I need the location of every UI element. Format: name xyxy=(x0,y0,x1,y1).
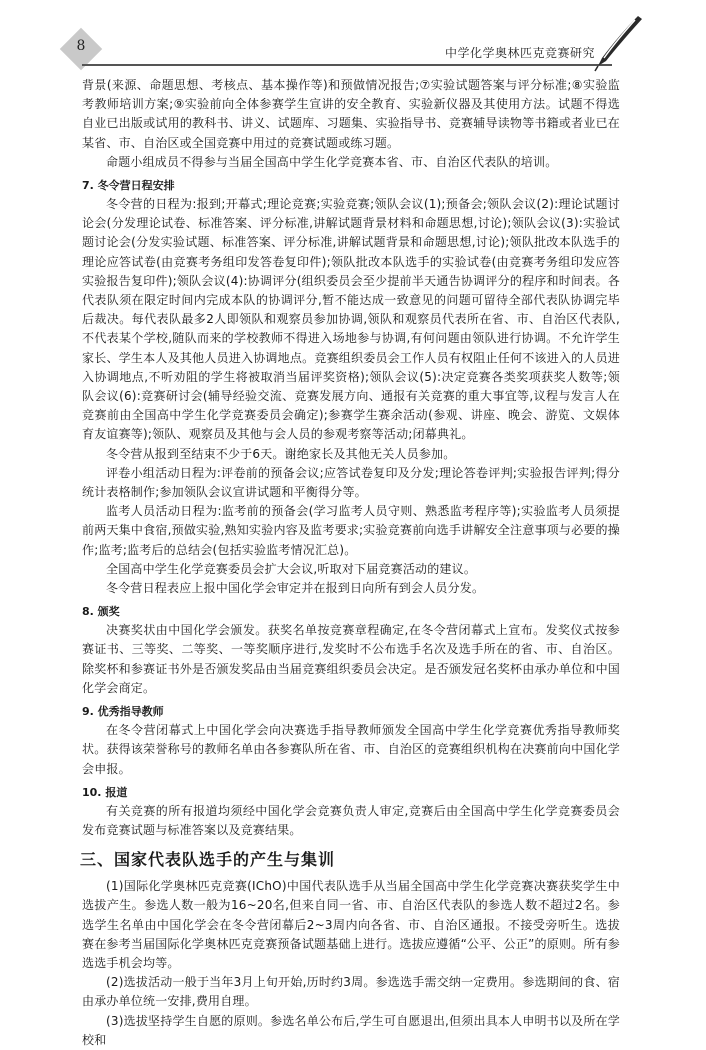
fountain-pen-icon xyxy=(588,14,644,72)
section-7-paragraph-4: 监考人员活动日程为:监考前的预备会(学习监考人员守则、熟悉监考程序等);实验监考人员须提前两天集中食宿,预做实验,熟知实验内容及监考要求;实验竞赛前向选手讲解安全注意事项与必要的操作;监考;监考后的总结会(包括实验监考情况汇总)。 xyxy=(82,504,620,557)
part-3-paragraph-1: (1)国际化学奥林匹克竞赛(IChO)中国代表队选手从当届全国高中学生化学竞赛决赛获奖学生中选拔产生。参选人数一般为16~20名,但来自同一省、市、自治区代表队的参选人数不超过2名。参选学生名单由中国化学会在冬令营闭幕后2~3周内向各省、市、自治区通报。不接受旁听生。选拔赛在参考当届国际化学奥林匹克竞赛预备试题基础上进行。选拔应遵循“公平、公正”的原则。所有参选选手机会均等。 xyxy=(82,879,620,970)
intro-paragraph-1: 背景(来源、命题思想、考核点、基本操作等)和预做情况报告;⑦实验试题答案与评分标准;⑧实验监考教师培训方案;⑨实验前向全体参赛学生宣讲的安全教育、实验新仪器及其使用方法。试题不得选自业已出版或试用的教科书、讲义、试题库、习题集、实验指导书、竞赛辅导读物等书籍或者业已在某省、市、自治区或全国竞赛中用过的竞赛试题或练习题。 xyxy=(82,78,620,150)
header-rule xyxy=(82,64,612,66)
intro-paragraph-2: 命题小组成员不得参与当届全国高中学生化学竞赛本省、市、自治区代表队的培训。 xyxy=(106,154,558,169)
section-7-paragraph-5: 全国高中学生化学竞赛委员会扩大会议,听取对下届竞赛活动的建议。 xyxy=(106,561,477,576)
section-7-heading: 7. 冬令营日程安排 xyxy=(82,179,175,193)
section-10-paragraph-1: 有关竞赛的所有报道均须经中国化学会竞赛负责人审定,竞赛后由全国高中学生化学竞赛委员会发布竞赛试题与标准答案以及竞赛结果。 xyxy=(82,803,620,837)
part-3-heading: 三、国家代表队选手的产生与集训 xyxy=(80,850,336,870)
section-8-paragraph-1: 决赛奖状由中国化学会颁发。获奖名单按竞赛章程确定,在冬令营闭幕式上宣布。发奖仪式按参赛证书、三等奖、二等奖、一等奖顺序进行,发奖时不公布选手名次及选手所在的省、市、自治区。除奖杯和参赛证书外是否颁发奖品由当届竞赛组织委员会决定。是否颁发冠名奖杯由承办单位和中国化学会商定。 xyxy=(82,623,620,695)
section-9-paragraph-1: 在冬令营闭幕式上中国化学会向决赛选手指导教师颁发全国高中学生化学竞赛优秀指导教师奖状。获得该荣誉称号的教师名单由各参赛队所在省、市、自治区的竞赛组织机构在决赛前向中国化学会申报。 xyxy=(82,723,620,776)
section-9-heading: 9. 优秀指导教师 xyxy=(82,705,164,719)
section-8-heading: 8. 颁奖 xyxy=(82,605,120,619)
page-number: 8 xyxy=(76,38,86,54)
section-10-heading: 10. 报道 xyxy=(82,785,128,799)
part-3-paragraph-2: (2)选拔活动一般于当年3月上旬开始,历时约3周。参选选手需交纳一定费用。参选期间的食、宿由承办单位统一安排,费用自理。 xyxy=(82,975,620,1009)
page-content xyxy=(82,76,620,1050)
section-7-paragraph-6: 冬令营日程表应上报中国化学会审定并在报到日向所有到会人员分发。 xyxy=(106,581,485,596)
section-7-paragraph-1: 冬令营的日程为:报到;开幕式;理论竞赛;实验竞赛;领队会议(1);预备会;领队会议(2):理论试题讨论会(分发理论试卷、标准答案、评分标准,讲解试题背景材料和命题思想,讨论);领队会议(3):实验试题讨论会(分发实验试题、标准答案、评分标准,讲解试题背景和命题思想,讨论);领队批改本队选手的理论应答试卷(由竞赛考务组印发答卷复印件);领队批改本队选手的实验试卷(由竞赛考务组印发应答实验报告复印件);领队会议(4):协调评分(组织委员会至少提前半天通告协调评分的程序和时间表。各代表队须在限定时间内完成本队的协调评分,暂不能达成一致意见的问题可留待全部代表队协调完毕后裁决。每代表队最多2人即领队和观察员参加协调,领队和观察员代表所在省、市、自治区代表队,不代表某个学校,随队而来的学校教师不得进入场地参与协调,有何问题由领队进行协调。不允许学生家长、学生本人及其他人员进入协调地点。竞赛组织委员会工作人员有权阻止任何不该进入的人员进入协调地点,不听劝阻的学生将被取消当届评奖资格);领队会议(5):决定竞赛各类奖项获奖人数等;领队会议(6):竞赛研讨会(辅导经验交流、竞赛发展方向、通报有关竞赛的重大事宜等,议程与发言人在竞赛前由全国高中学生化学竞赛委员会确定);参赛学生赛余活动(参观、讲座、晚会、游览、文娱体育友谊赛等);领队、观察员及其他与会人员的参观考察等活动;闭幕典礼。 xyxy=(82,197,620,442)
running-title: 中学化学奥林匹克竞赛研究 xyxy=(444,46,595,60)
part-3-paragraph-3: (3)选拔坚持学生自愿的原则。参选名单公布后,学生可自愿退出,但须出具本人申明书以及所在学校和 xyxy=(82,1013,620,1047)
section-7-paragraph-3: 评卷小组活动日程为:评卷前的预备会议;应答试卷复印及分发;理论答卷评判;实验报告评判;得分统计表格制作;参加领队会议宣讲试题和平衡得分等。 xyxy=(82,465,620,500)
section-7-paragraph-2: 冬令营从报到至结束不少于6天。谢绝家长及其他无关人员参加。 xyxy=(106,446,456,461)
page-header xyxy=(0,0,706,70)
